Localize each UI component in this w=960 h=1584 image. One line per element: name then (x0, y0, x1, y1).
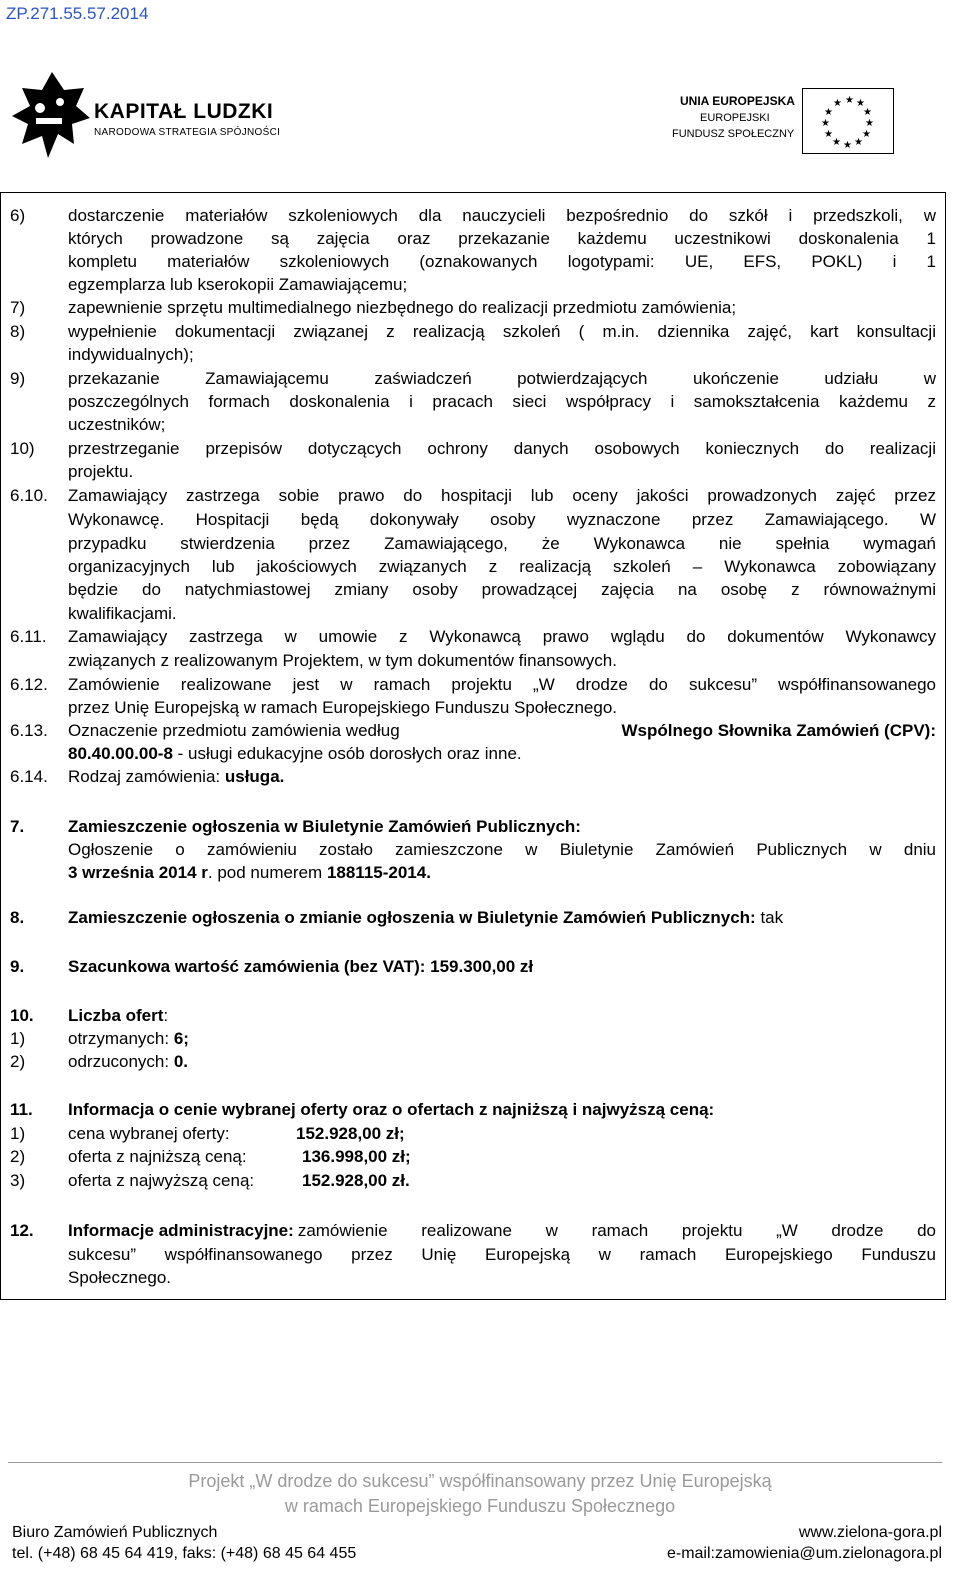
offers-received-value: 6; (173, 1029, 189, 1048)
section-text: Zamówienie realizowane jest w ramach projektu „W drodze do sukcesu” współfinansowanego (68, 675, 936, 694)
footer-email-link[interactable]: e-mail:zamowienia@um.zielonagora.pl (666, 1545, 942, 1562)
item-text: dostarczenie materiałów szkoleniowych dla nauczycieli bezpośrednio do szkół i przedszkoli, w (68, 206, 936, 225)
offers-colon: : (163, 1006, 169, 1025)
section-number: 6.12. (10, 675, 48, 694)
svg-text:★: ★ (856, 98, 865, 109)
section-number: 6.10. (10, 486, 48, 505)
eu-logo (672, 88, 912, 158)
cpv-intro: Oznaczenie przedmiotu zamówienia według (68, 721, 400, 740)
item-number: 6) (10, 206, 26, 225)
cpv-code: 80.40.00.00-8 (68, 744, 173, 763)
offers-received-label: otrzymanych: (68, 1029, 174, 1048)
section-number: 10. (10, 1006, 34, 1025)
list-number: 2) (10, 1147, 26, 1166)
section-text: przypadku stwierdzenia przez Zamawiającego, że Wykonawca nie spełnia wymagań (68, 534, 936, 553)
list-number: 1) (10, 1029, 26, 1048)
section-text: Społecznego. (68, 1268, 172, 1287)
item-text: przestrzeganie przepisów dotyczących ochrony danych osobowych koniecznych do realizacji (68, 439, 936, 458)
item-text: projektu. (68, 462, 134, 481)
eu-logo-line3: FUNDUSZ SPOŁECZNY (672, 128, 795, 140)
svg-text:★: ★ (845, 95, 854, 106)
section-text: organizacyjnych lub jakościowych związanych z realizacją szkoleń – Wykonawca zobowiązany (68, 557, 936, 576)
footer-project-line1: Projekt „W drodze do sukcesu” współfinansowany przez Unię Europejską (188, 1471, 772, 1491)
svg-text:★: ★ (862, 129, 871, 140)
section-title (68, 1221, 936, 1241)
section-title (68, 1006, 168, 1026)
svg-text:★: ★ (824, 129, 833, 140)
kapital-ludzki-logo (12, 72, 312, 162)
kapital-ludzki-emblem-icon (12, 72, 92, 162)
footer-office: Biuro Zamówień Publicznych (12, 1524, 218, 1541)
item-text: przekazanie Zamawiającemu zaświadczeń potwierdzających ukończenie udziału w (68, 369, 936, 388)
list-number: 3) (10, 1171, 26, 1190)
section-number: 6.11. (10, 627, 47, 646)
section-number: 6.13. (10, 721, 48, 740)
eu-flag-icon (802, 88, 894, 154)
section-text: sukcesu” współfinansowanego przez Unię Europejską w ramach Europejskiego Funduszu (68, 1245, 936, 1264)
price-label: cena wybranej oferty: (68, 1124, 230, 1143)
section-text: związanych z realizowanym Projektem, w tym dokumentów finansowych. (68, 651, 617, 670)
section-text: będzie do natychmiastowej zmiany osoby prowadzącej zajęcia na osobę z równoważnymi (68, 580, 936, 599)
price-value: 152.928,00 zł. (302, 1171, 410, 1190)
offers-rejected-label: odrzuconych: (68, 1052, 174, 1071)
section-number: 11. (10, 1100, 33, 1119)
svg-text:★: ★ (824, 107, 833, 118)
section-text: Zamawiający zastrzega w umowie z Wykonawcą prawo wglądu do dokumentów Wykonawcy (68, 627, 936, 646)
item-text: zapewnienie sprzętu multimedialnego niezbędnego do realizacji przedmiotu zamówienia; (68, 298, 737, 317)
section-12-title: Informacje administracyjne: (68, 1221, 294, 1240)
section-text (68, 767, 284, 787)
cpv-label: Wspólnego Słownika Zamówień (CPV): (621, 721, 936, 740)
item-text: indywidualnych); (68, 345, 194, 364)
cpv-description: - usługi edukacyjne osób dorosłych oraz inne. (172, 744, 522, 763)
price-label: oferta z najwyższą ceną: (68, 1171, 255, 1190)
document-id: ZP.271.55.57.2014 (6, 4, 149, 23)
price-value: 152.928,00 zł; (296, 1124, 405, 1143)
section-number: 9. (10, 957, 25, 976)
item-text: wypełnienie dokumentacji związanej z realizacją szkoleń ( m.in. dziennika zajęć, kart konsultacji (68, 322, 936, 341)
section-number: 6.14. (10, 767, 48, 786)
logo-title: KAPITAŁ LUDZKI (94, 100, 274, 123)
section-8-title: Zamieszczenie ogłoszenia o zmianie ogłoszenia w Biuletynie Zamówień Publicznych: (68, 908, 756, 927)
section-text: kwalifikacjami. (68, 604, 177, 623)
list-number: 2) (10, 1052, 26, 1071)
section-text (68, 863, 431, 883)
section-text: Wykonawcę. Hospitacji będą dokonywały osoby wyznaczone przez Zamawiającego. W (68, 510, 936, 529)
section-title (68, 908, 783, 928)
svg-text:★: ★ (863, 107, 872, 118)
price-value: 136.998,00 zł; (302, 1147, 411, 1166)
offers-title: Liczba ofert (68, 1006, 164, 1025)
item-number: 10) (10, 439, 35, 458)
item-number: 8) (10, 322, 26, 341)
list-item (68, 1029, 189, 1049)
publication-text: . pod numerem (207, 863, 327, 882)
svg-text:★: ★ (843, 140, 852, 151)
svg-text:★: ★ (854, 137, 863, 148)
order-type-label: Rodzaj zamówienia: (68, 767, 225, 786)
item-number: 9) (10, 369, 26, 388)
section-title: Zamieszczenie ogłoszenia w Biuletynie Zamówień Publicznych: (68, 817, 581, 836)
price-label: oferta z najniższą ceną: (68, 1147, 247, 1166)
item-text: których prowadzone są zajęcia oraz przekazanie każdemu uczestnikowi doskonalenia 1 (68, 229, 936, 248)
eu-logo-line1: UNIA EUROPEJSKA (680, 94, 795, 108)
publication-date: 3 września 2014 r (68, 863, 208, 882)
section-title: Szacunkowa wartość zamówienia (bez VAT): 159.300,00 zł (68, 957, 534, 976)
item-text: uczestników; (68, 415, 166, 434)
item-text: kompletu materiałów szkoleniowych (oznakowanych logotypami: UE, EFS, POKL) i 1 (68, 252, 936, 271)
section-text: Ogłoszenie o zamówieniu zostało zamieszczone w Biuletynie Zamówień Publicznych w dniu (68, 840, 936, 859)
section-number: 12. (10, 1221, 34, 1240)
section-text (68, 721, 936, 741)
item-number: 7) (10, 298, 26, 317)
offers-rejected-value: 0. (173, 1052, 189, 1071)
section-title: Informacja o cenie wybranej oferty oraz o ofertach z najniższą i najwyższą ceną: (68, 1100, 715, 1119)
svg-text:★: ★ (833, 98, 842, 109)
svg-text:★: ★ (821, 118, 830, 129)
section-number: 7. (10, 817, 25, 836)
eu-logo-line2: EUROPEJSKI (700, 112, 770, 124)
list-number: 1) (10, 1124, 26, 1143)
section-number: 8. (10, 908, 25, 927)
publication-number: 188115-2014. (326, 863, 431, 882)
order-type-value: usługa. (224, 767, 285, 786)
footer-website-link[interactable]: www.zielona-gora.pl (798, 1524, 942, 1541)
svg-text:★: ★ (865, 118, 874, 129)
svg-text:★: ★ (832, 137, 841, 148)
section-8-value: tak (755, 908, 784, 927)
footer-divider (8, 1462, 942, 1463)
section-text: Zamawiający zastrzega sobie prawo do hospitacji lub oceny jakości prowadzonych zajęć przez (68, 486, 936, 505)
item-text: poszczególnych formach doskonalenia i pracach sieci współpracy i samokształcenia każdemu z (68, 392, 936, 411)
footer-project-line2: w ramach Europejskiego Funduszu Społecznego (284, 1496, 676, 1516)
section-text: przez Unię Europejską w ramach Europejskiego Funduszu Społecznego. (68, 698, 618, 717)
section-text (68, 744, 522, 764)
item-text: egzemplarza lub kserokopii Zamawiającemu; (68, 275, 408, 294)
logo-subtitle: NARODOWA STRATEGIA SPÓJNOŚCI (94, 127, 281, 138)
section-12-text: zamówienie realizowane w ramach projektu „W drodze do (297, 1221, 936, 1240)
footer-phone: tel. (+48) 68 45 64 419, faks: (+48) 68 45 64 455 (12, 1545, 357, 1562)
list-item (68, 1052, 188, 1072)
